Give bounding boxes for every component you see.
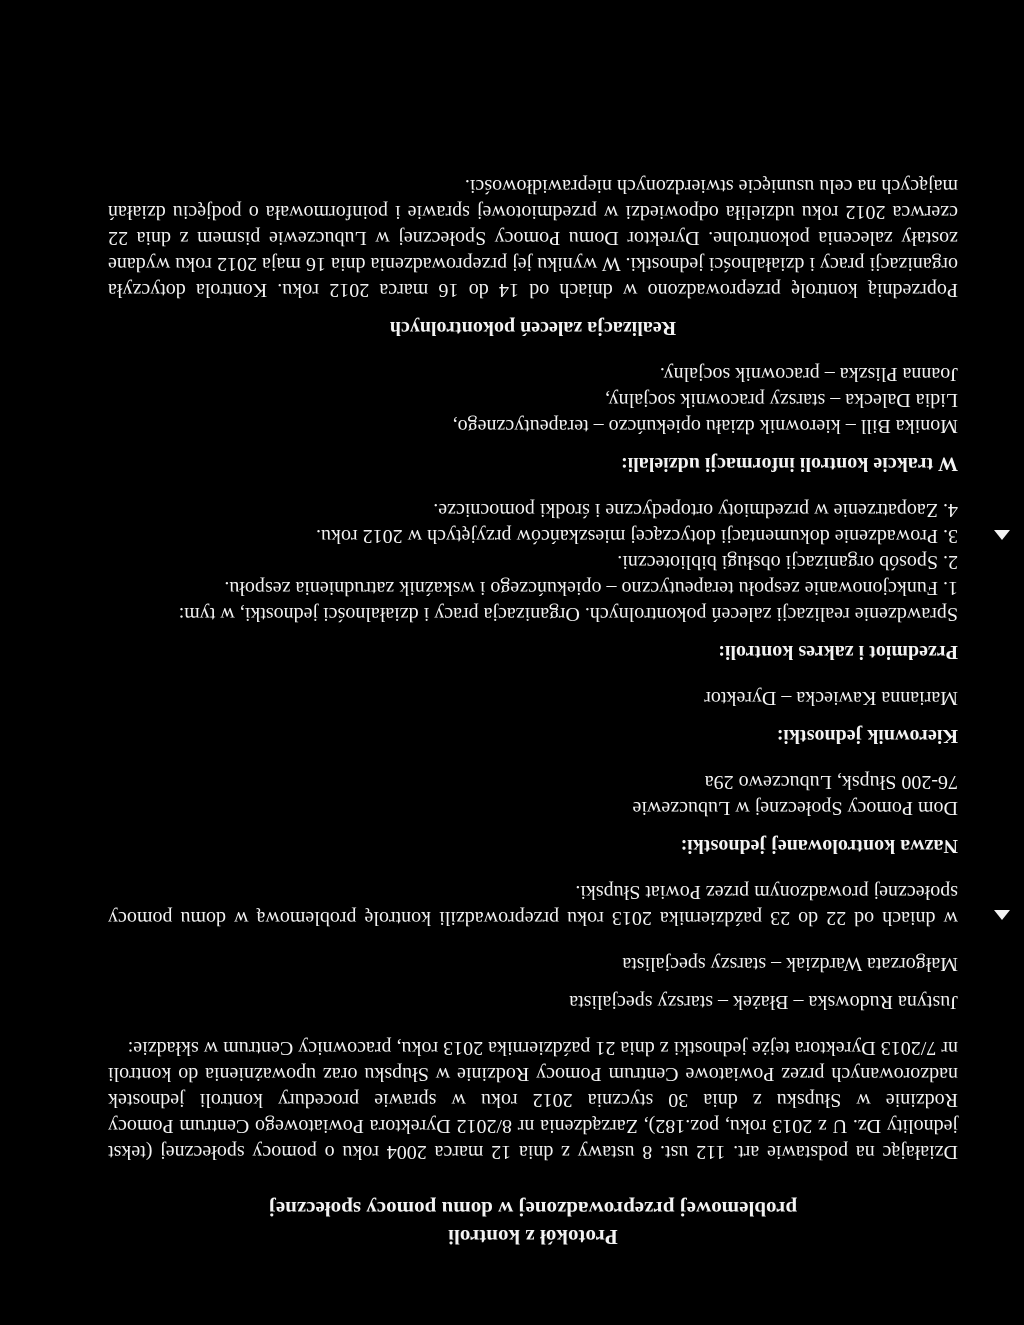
- scope-intro: Sprawdzenie realizacji zaleceń pokontrolnych. Organizacja pracy i działalności jednostki, w tym:: [178, 603, 958, 625]
- unit-name-line-1: Dom Pomocy Społecznej w Lubuczewie: [632, 797, 958, 819]
- document-title: [108, 1195, 958, 1251]
- margin-mark-icon: [994, 530, 1010, 540]
- participant-2: Lidia Dalecka – starszy pracownik socjalny,: [604, 389, 958, 411]
- participant-1: Monika Bill – kierownik działu opiekuńczo – terapeutycznego,: [452, 415, 958, 437]
- scope-item-2: 2. Sposób organizacji obsługi biblioteczni.: [617, 551, 958, 573]
- head-heading: Kierownik jednostki:: [776, 725, 958, 747]
- title-line-2: problemowej przeprowadzonej w domu pomocy społecznej: [268, 1197, 798, 1221]
- document-body: [108, 173, 958, 1251]
- recommendations-heading: Realizacja zaleceń pokontrolnych: [389, 317, 677, 339]
- scope-item-1: 1. Funkcjonowanie zespołu terapeutyczno – opiekuńczego i wskaźnik zatrudnienia zespołu.: [224, 577, 958, 599]
- unit-name-line-2: 76-200 Słupsk, Lubuczewo 29a: [704, 771, 958, 793]
- head-name: Marianna Kawiecka – Dyrektor: [704, 687, 958, 709]
- participant-3: Joanna Pliszka – pracownik socjalny.: [659, 363, 958, 385]
- scope-item-3: 3. Prowadzenie dokumentacji dotyczącej mieszkańców przyjętych w 2012 roku.: [315, 525, 958, 547]
- scope-heading: Przedmiot i zakres kontroli:: [718, 641, 958, 663]
- participants-heading: W trakcie kontroli informacji udzielali:: [620, 453, 958, 475]
- inspector-1: Justyna Rudowska – Błażek – starszy specjalista: [569, 991, 958, 1013]
- inspector-2: Małgorzata Wardziak – starszy specjalista: [622, 953, 958, 975]
- unit-heading: Nazwa kontrolowanej jednostki:: [680, 835, 958, 857]
- recommendations-paragraph: Poprzednią kontrolę przeprowadzono w dniach od 14 do 16 marca 2012 roku. Kontrola dotyczyła organizacji pracy i działalności jednostki. W wyniku jej przeprowadzenia dnia 16 maja 2012 roku wydane zostały zalecenia pokontrolne. Dyrektor Domu Pomocy Społecznej w Lubuczewie pismem z dnia 22 czerwca 2012 roku udzieliła odpowiedzi w przedmiotowej sprawie i poinformowała o podjęciu działań mających na celu usunięcie stwierdzonych nieprawidłowości.: [108, 175, 958, 301]
- inspection-paragraph: w dniach od 22 do 23 października 2013 roku przeprowadzili kontrolę problemową w domu pomocy społecznej prowadzonym przez Powiat Słupski.: [108, 881, 958, 929]
- title-line-1: Protokół z kontroli: [448, 1225, 618, 1249]
- intro-paragraph: Działając na podstawie art. 112 ust. 8 ustawy z dnia 12 marca 2004 roku o pomocy społecznej (tekst jednolity Dz. U z 2013 roku, poz.182), Zarządzenia nr 8/2012 Dyrektora Powiatowego Centrum Pomocy Rodzinie w Słupsku z dnia 30 stycznia 2012 roku w sprawie procedury kontroli jednostek nadzorowanych przez Powiatowe Centrum Pomocy Rodzinie w Słupsku oraz upoważnienia do kontroli nr 7/2013 Dyrektora tejże jednostki z dnia 21 października 2013 roku, pracownicy Centrum w składzie:: [108, 1037, 958, 1163]
- scope-item-4: 4. Zaopatrzenie w przedmioty ortopedyczne i środki pomocnicze.: [433, 499, 958, 521]
- margin-mark-icon: [994, 910, 1010, 920]
